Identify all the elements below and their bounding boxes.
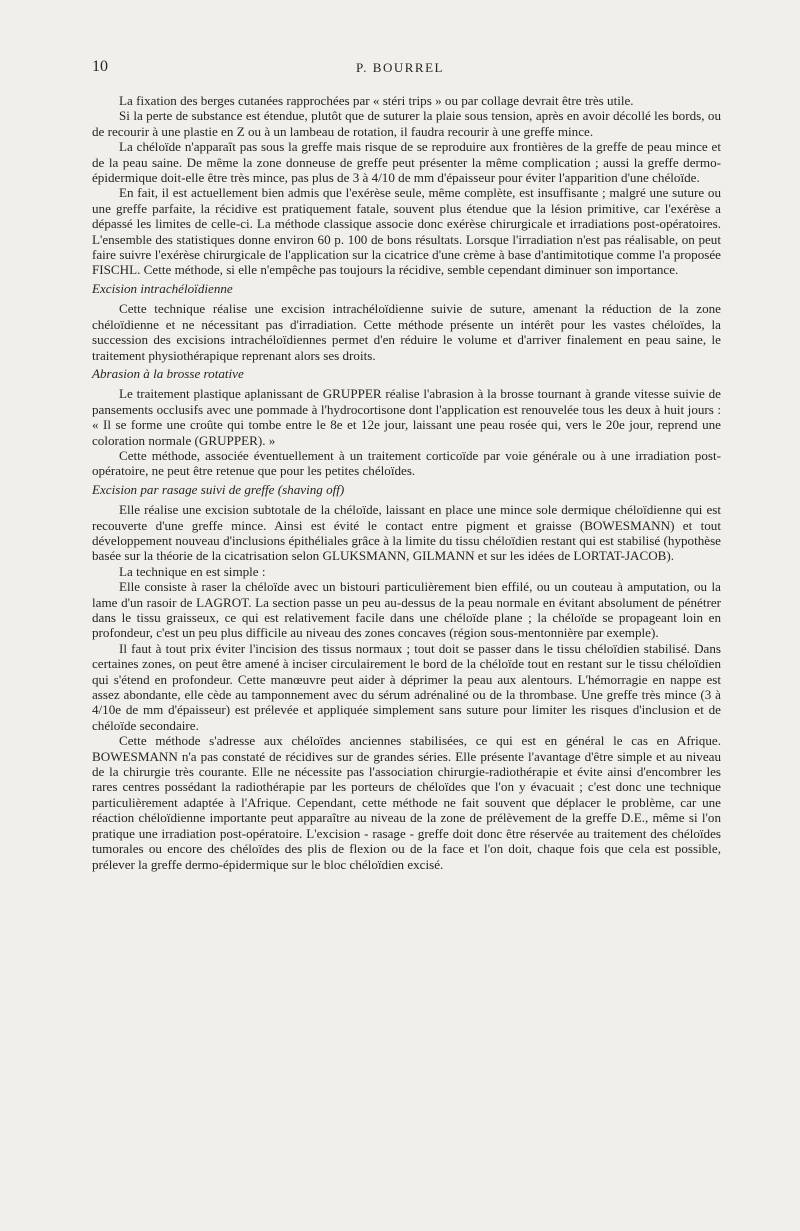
page-number: 10 xyxy=(92,58,108,75)
paragraph: La fixation des berges cutanées rapprochées par « stéri trips » ou par collage devrait être très utile. xyxy=(119,93,634,108)
article-body xyxy=(92,93,721,872)
section-heading: Abrasion à la brosse rotative xyxy=(92,365,244,381)
page-header xyxy=(92,58,708,80)
paragraph: La technique en est simple : xyxy=(119,563,266,579)
paragraph: Cette méthode, associée éventuellement à un traitement corticoïde par voie générale ou à une irradiation post-opératoire, ne peut être retenue que pour les petites chéloïdes. xyxy=(92,447,721,479)
paragraph: Cette technique réalise une excision intrachéloïdienne suivie de suture, amenant la réduction de la zone chéloïdienne et ne nécessitant pas d'irradiation. Cette méthode présente un intérêt pour les vastes chéloïdes, la succession des excisions intrachéloïdiennes permet d'en réduire le volume et d'arriver finalement en peau saine, le traitement physiothérapique reprenant alors ses droits. xyxy=(92,301,721,363)
paragraph: Le traitement plastique aplanissant de GRUPPER réalise l'abrasion à la brosse tournant à grande vitesse suivie de pansements occlusifs avec une pommade à l'hydrocortisone dont l'application est renouvelée tous les deux à huit jours : « Il se forme une croûte qui tombe entre le 8e et 12e jour, laissant une peau rosée qui, vers le 20e jour, reprend une coloration normale (GRUPPER). » xyxy=(92,386,721,448)
paragraph: Elle réalise une excision subtotale de la chéloïde, laissant en place une mince sole dermique chéloïdienne qui est recouverte d'une greffe mince. Ainsi est évité le contact entre pigment et graisse (BOWESMANN) et tout développement nouveau d'inclusions épithéliales grâce à la limite du tissu chéloïdien restant qui est stabilisé (hypothèse basée sur la théorie de la cicatrisation selon GLUKSMANN, GILMANN et sur les idées de LORTAT-JACOB). xyxy=(92,502,721,564)
section-heading: Excision intrachéloïdienne xyxy=(92,280,233,296)
paragraph: Si la perte de substance est étendue, plutôt que de suturer la plaie sous tension, après en avoir décollé les bords, ou de recourir à une plastie en Z ou à un lambeau de rotation, il faudra recourir à une greffe mince. xyxy=(92,108,721,139)
section-heading: Excision par rasage suivi de greffe (shaving off) xyxy=(92,481,345,497)
paragraph: En fait, il est actuellement bien admis que l'exérèse seule, même complète, est insuffisante ; malgré une suture ou une greffe parfaite, la récidive est pratiquement fatale, souvent plus étendue que la lésion primitive, car l'exérèse a dépassé les limites de celle-ci. La méthode classique associe donc exérèse chirurgicale et irradiations post-opératoires. L'ensemble des statistiques donne environ 60 p. 100 de bons résultats. Lorsque l'irradiation n'est pas réalisable, on peut faire suivre l'exérèse chirurgicale de l'application sur la cicatrice d'une crème à base d'antimitotique comme l'a proposée FISCHL. Cette méthode, si elle n'empêche pas toujours la récidive, semble cependant diminuer son importance. xyxy=(92,185,721,278)
paragraph: La chéloïde n'apparaît pas sous la greffe mais risque de se reproduire aux frontières de la greffe de peau mince et de la peau saine. De même la zone donneuse de greffe peut présenter la même complication ; aussi la greffe dermo-épidermique doit-elle être très mince, pas plus de 3 à 4/10 de mm d'épaisseur pour éviter l'apparition d'une chéloïde. xyxy=(92,139,721,186)
paragraph: Cette méthode s'adresse aux chéloïdes anciennes stabilisées, ce qui est en général le cas en Afrique. BOWESMANN n'a pas constaté de récidives sur de grandes séries. Elle présente l'avantage d'être simple et au niveau de la chirurgie très courante. Elle ne nécessite pas l'association chirurgie-radiothérapie et évite ainsi d'encombrer les rares centres possédant la radiothérapie par les porteurs de chéloïdes que l'on y évacuait ; c'est donc une technique particulièrement adaptée à l'Afrique. Cependant, cette méthode ne fait souvent que déplacer le problème, car une réaction chéloïdienne importante peut apparaître au niveau de la zone de prélèvement de la greffe D.E., même si l'on pratique une irradiation post-opératoire. L'excision - rasage - greffe doit donc être réservée au traitement des chéloïdes tumorales ou encore des chéloïdes des plis de flexion ou de la face et l'on doit, chaque fois que cela est possible, prélever la greffe dermo-épidermique sur le bloc chéloïdien excisé. xyxy=(92,733,721,872)
paragraph: Il faut à tout prix éviter l'incision des tissus normaux ; tout doit se passer dans le tissu chéloïdien stabilisé. Dans certaines zones, on peut être amené à inciser circulairement le bord de la chéloïde tout en restant sur le tissu chéloïdien qui s'étend en profondeur. Cette manœuvre peut aider à déprimer la peau aux alentours. L'hémorragie en nappe est assez abondante, elle cède au tamponnement avec du sérum adrénaliné ou de la thrombase. Une greffe très mince (3 à 4/10e de mm d'épaisseur) est prélevée et appliquée simplement sans suture pour limiter les risques d'inclusion et de chéloïde secondaire. xyxy=(92,640,721,733)
paragraph: Elle consiste à raser la chéloïde avec un bistouri particulièrement bien effilé, ou un couteau à amputation, ou la lame d'un rasoir de LAGROT. La section passe un peu au-dessus de la peau normale en évitant absolument de pénétrer dans le tissu graisseux, ce qui est relativement facile dans une chéloïde plane ; la chéloïde se propageant loin en profondeur, c'est un peu plus difficile au niveau des zones concaves (région sous-mentonnière par exemple). xyxy=(92,579,721,641)
running-head: P. BOURREL xyxy=(356,60,444,75)
